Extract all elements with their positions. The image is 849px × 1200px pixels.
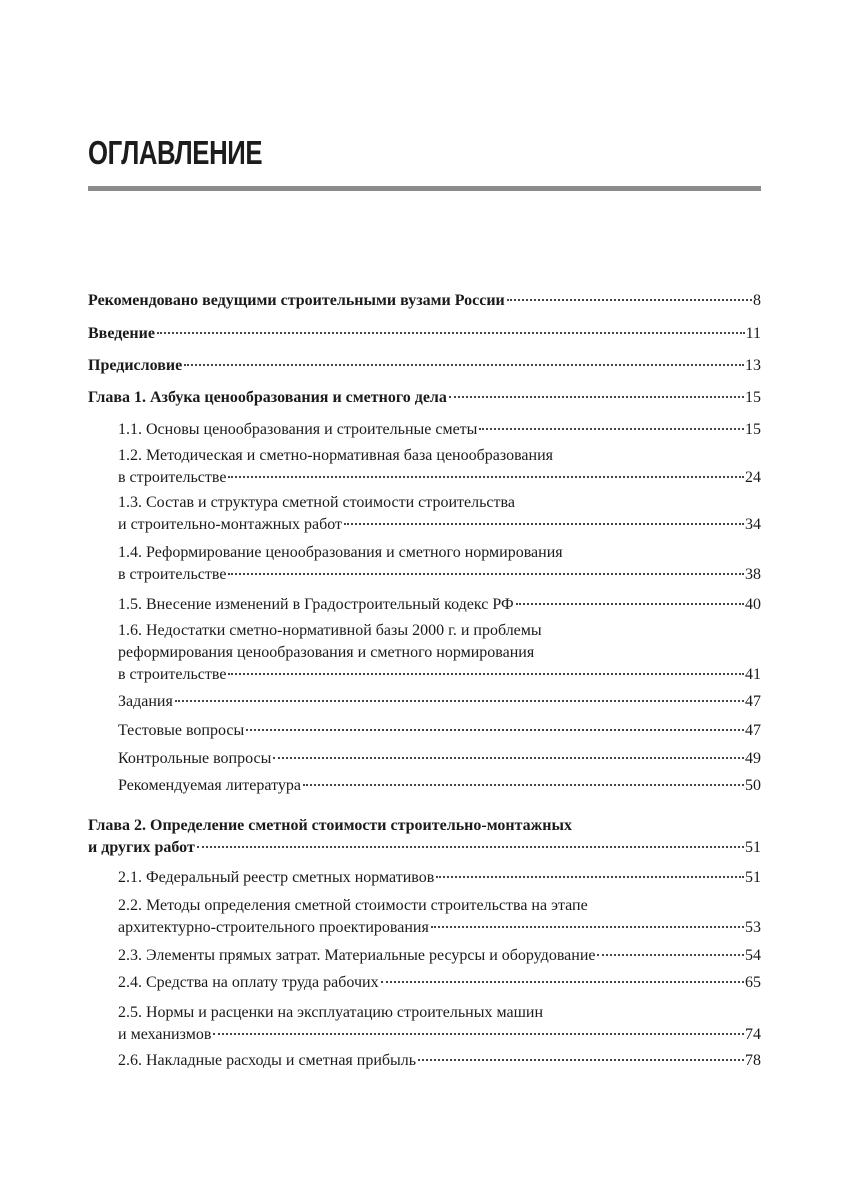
toc-entry[interactable] xyxy=(118,775,761,797)
toc-entry-title: 1.4. Реформирование ценообразования и сметного нормирования xyxy=(118,544,563,561)
toc-entry-title: 1.1. Основы ценообразования и строительные сметы xyxy=(118,421,478,438)
toc-page-number: 34 xyxy=(745,516,761,533)
toc-page-number: 40 xyxy=(745,596,761,613)
toc-entry[interactable] xyxy=(118,895,761,939)
toc-page-number: 15 xyxy=(745,421,761,438)
toc-entry-title: 2.5. Нормы и расценки на эксплуатацию строительных машин xyxy=(118,1004,544,1021)
dot-leader xyxy=(303,784,744,786)
toc-page-number: 11 xyxy=(745,325,761,342)
dot-leader xyxy=(507,299,752,301)
toc-entry-title: в строительстве xyxy=(118,469,227,486)
toc-page-number: 51 xyxy=(745,839,761,856)
dot-leader xyxy=(228,673,744,675)
toc-page-number: 13 xyxy=(745,357,761,374)
toc-entry-title: в строительстве xyxy=(118,566,227,583)
dot-leader xyxy=(157,332,745,334)
toc-page-number: 65 xyxy=(745,974,761,991)
dot-leader xyxy=(431,926,744,928)
toc-entry-title: Тестовые вопросы xyxy=(118,722,245,739)
toc-entry-title: 2.2. Методы определения сметной стоимости строительства на этапе xyxy=(118,897,588,914)
toc-entry-title: 2.1. Федеральный реестр сметных нормативов xyxy=(118,869,435,886)
toc-entry[interactable] xyxy=(118,748,761,770)
dot-leader xyxy=(175,700,744,702)
toc-entry-title: 2.4. Средства на оплату труда рабочих xyxy=(118,974,379,991)
dot-leader xyxy=(418,1059,744,1061)
page-title: ОГЛАВЛЕНИЕ xyxy=(88,134,263,171)
toc-page-number: 54 xyxy=(745,947,761,964)
toc-entry-title: Контрольные вопросы xyxy=(118,750,272,767)
toc-entry-title: 1.5. Внесение изменений в Градостроительный кодекс РФ xyxy=(118,596,514,613)
dot-leader xyxy=(273,757,744,759)
toc-entry-title: Задания xyxy=(118,693,173,710)
title-divider xyxy=(88,186,761,191)
toc-entry-title: 1.3. Состав и структура сметной стоимости строительства xyxy=(118,494,515,511)
toc-entry[interactable] xyxy=(118,620,761,686)
toc-page-number: 47 xyxy=(745,693,761,710)
dot-leader xyxy=(228,573,744,575)
toc-entry[interactable] xyxy=(118,720,761,742)
toc-entry[interactable] xyxy=(118,492,761,536)
toc-page-number: 50 xyxy=(745,777,761,794)
dot-leader xyxy=(597,954,744,956)
toc-entry[interactable] xyxy=(118,691,761,713)
dot-leader xyxy=(516,603,744,605)
dot-leader xyxy=(381,981,744,983)
toc-page-number: 47 xyxy=(745,722,761,739)
toc-page-number: 53 xyxy=(745,919,761,936)
toc-entry[interactable] xyxy=(118,867,761,889)
toc-page-number: 8 xyxy=(753,292,761,309)
toc-page-number: 41 xyxy=(745,666,761,683)
toc-entry[interactable] xyxy=(118,1050,761,1072)
toc-entry-title: и строительно-монтажных работ xyxy=(118,516,343,533)
toc-entry[interactable] xyxy=(118,542,761,586)
toc-entry-title: Рекомендуемая литература xyxy=(118,777,301,794)
dot-leader xyxy=(436,876,744,878)
toc-entry[interactable] xyxy=(88,355,761,377)
toc-entry-title: и механизмов xyxy=(118,1026,212,1043)
toc-page-number: 51 xyxy=(745,869,761,886)
toc-entry[interactable] xyxy=(118,419,761,441)
toc-entry-title: архитектурно-строительного проектирования xyxy=(118,919,429,936)
toc-entry-title: Глава 2. Определение сметной стоимости строительно-монтажных xyxy=(88,817,572,834)
toc-entry[interactable] xyxy=(118,972,761,994)
toc-entry[interactable] xyxy=(88,290,761,312)
dot-leader xyxy=(197,846,744,848)
toc-entry[interactable] xyxy=(88,323,761,345)
toc-entry[interactable] xyxy=(88,815,761,859)
dot-leader xyxy=(449,396,744,398)
toc-entry-title: 1.6. Недостатки сметно-нормативной базы 2000 г. и проблемы xyxy=(118,622,542,639)
dot-leader xyxy=(344,523,744,525)
toc-entry[interactable] xyxy=(118,445,761,489)
toc-entry[interactable] xyxy=(118,1002,761,1046)
dot-leader xyxy=(246,729,744,731)
toc-entry-title: 2.3. Элементы прямых затрат. Материальные ресурсы и оборудование xyxy=(118,947,596,964)
toc-entry[interactable] xyxy=(118,945,761,967)
toc-entry[interactable] xyxy=(118,594,761,616)
toc-entry-title: Предисловие xyxy=(88,357,183,374)
toc-entry-title: Введение xyxy=(88,325,155,342)
toc-entry-title: реформирования ценообразования и сметного нормирования xyxy=(118,644,535,661)
toc-entry-title: 1.2. Методическая и сметно-нормативная база ценообразования xyxy=(118,447,553,464)
toc-entry-title: Глава 1. Азбука ценообразования и сметного дела xyxy=(88,389,447,406)
toc-page-number: 78 xyxy=(745,1052,761,1069)
dot-leader xyxy=(213,1033,744,1035)
toc-entry[interactable] xyxy=(88,387,761,409)
toc-page-number: 15 xyxy=(745,389,761,406)
toc-page-number: 38 xyxy=(745,566,761,583)
dot-leader xyxy=(479,428,744,430)
toc-entry-title: и других работ xyxy=(88,839,195,856)
dot-leader xyxy=(228,476,744,478)
toc-page-number: 24 xyxy=(745,469,761,486)
toc-entry-title: 2.6. Накладные расходы и сметная прибыль xyxy=(118,1052,417,1069)
toc-entry-title: Рекомендовано ведущими строительными вузами России xyxy=(88,292,505,309)
toc-entry-title: в строительстве xyxy=(118,666,227,683)
toc-page-number: 74 xyxy=(745,1026,761,1043)
toc-page-number: 49 xyxy=(745,750,761,767)
dot-leader xyxy=(184,364,744,366)
